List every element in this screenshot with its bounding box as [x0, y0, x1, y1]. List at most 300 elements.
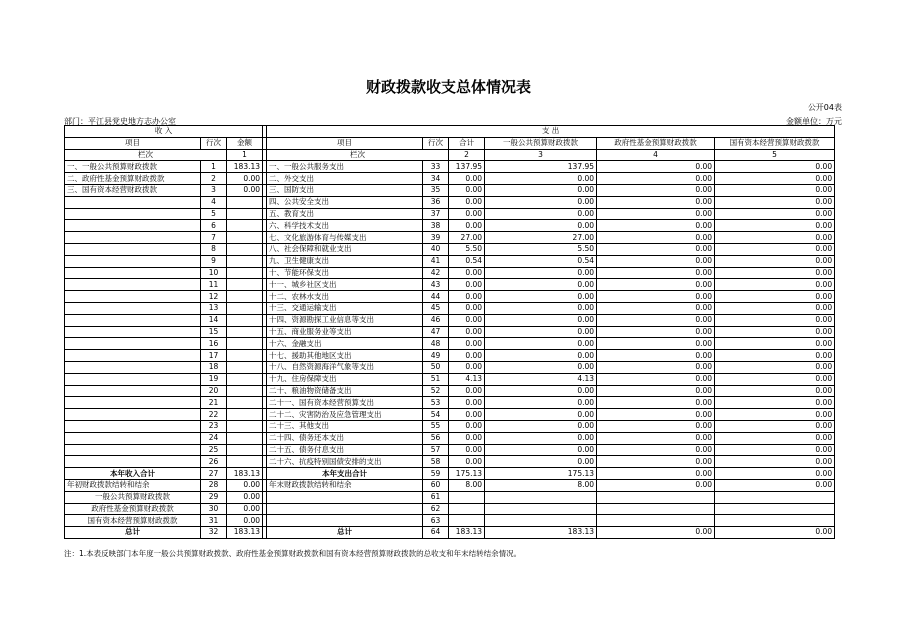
income-item-amount — [227, 208, 263, 220]
expense-total: 175.13 — [449, 468, 485, 480]
table-row — [65, 314, 835, 326]
income-item-amount — [227, 255, 263, 267]
expense-general-cell: 0.00 — [485, 196, 597, 208]
expense-capital-cell: 0.00 — [715, 456, 835, 468]
income-total-amount: 183.13 — [227, 468, 263, 480]
table-row — [65, 326, 835, 338]
grand-total-label: 总计 — [267, 527, 423, 539]
row-number: 63 — [423, 515, 449, 527]
expense-total-cell: 0.00 — [449, 220, 485, 232]
expense-fund-cell: 0.00 — [597, 456, 715, 468]
expense-fund-cell: 0.00 — [597, 420, 715, 432]
expense-total-cell: 0.00 — [449, 350, 485, 362]
expense-general-cell: 0.00 — [485, 220, 597, 232]
expense-total-general: 175.13 — [485, 468, 597, 480]
expense-total-cell: 0.00 — [449, 314, 485, 326]
row-number: 39 — [423, 232, 449, 244]
row-number: 8 — [201, 243, 227, 255]
carry-item-row — [65, 515, 835, 527]
expense-total-cell: 0.00 — [449, 338, 485, 350]
expense-capital-cell: 0.00 — [715, 326, 835, 338]
row-number: 61 — [423, 491, 449, 503]
row-number: 38 — [423, 220, 449, 232]
income-item-name — [65, 385, 201, 397]
col-header: 合计 — [449, 137, 485, 149]
expense-capital-cell: 0.00 — [715, 255, 835, 267]
form-code: 公开04表 — [807, 103, 842, 112]
row-number: 41 — [423, 255, 449, 267]
income-item-amount — [227, 291, 263, 303]
expense-capital-cell: 0.00 — [715, 208, 835, 220]
expense-capital-cell: 0.00 — [715, 232, 835, 244]
table-row — [65, 432, 835, 444]
row-number: 31 — [201, 515, 227, 527]
expense-item-name: 九、卫生健康支出 — [267, 255, 423, 267]
income-item-name — [65, 291, 201, 303]
row-number: 55 — [423, 420, 449, 432]
row-number: 26 — [201, 456, 227, 468]
expense-fund-cell: 0.00 — [597, 385, 715, 397]
expense-item-name: 十五、商业服务业等支出 — [267, 326, 423, 338]
income-item-amount — [227, 232, 263, 244]
col-header: 行次 — [201, 137, 227, 149]
expense-general-cell: 0.00 — [485, 420, 597, 432]
expense-item-name: 八、社会保障和就业支出 — [267, 243, 423, 255]
expense-fund-cell: 0.00 — [597, 338, 715, 350]
row-number: 29 — [201, 491, 227, 503]
col-header: 行次 — [423, 137, 449, 149]
income-item-name — [65, 432, 201, 444]
table-row — [65, 444, 835, 456]
row-number: 18 — [201, 361, 227, 373]
income-item-amount — [227, 361, 263, 373]
table-row — [65, 361, 835, 373]
table-row — [65, 350, 835, 362]
grand-total-capital: 0.00 — [715, 527, 835, 539]
expense-total-cell: 5.50 — [449, 243, 485, 255]
row-number: 46 — [423, 314, 449, 326]
expense-capital-cell: 0.00 — [715, 385, 835, 397]
column-index: 2 — [449, 149, 485, 161]
expense-fund-cell: 0.00 — [597, 161, 715, 173]
expense-total-cell: 0.00 — [449, 196, 485, 208]
expense-general-cell: 0.00 — [485, 385, 597, 397]
row-number: 25 — [201, 444, 227, 456]
row-number: 44 — [423, 291, 449, 303]
expense-general-cell: 0.00 — [485, 279, 597, 291]
expense-capital-cell: 0.00 — [715, 420, 835, 432]
income-item-amount — [227, 220, 263, 232]
expense-fund-cell: 0.00 — [597, 220, 715, 232]
row-number: 40 — [423, 243, 449, 255]
expense-general-cell: 0.00 — [485, 267, 597, 279]
expense-capital-cell: 0.00 — [715, 220, 835, 232]
expense-capital-cell: 0.00 — [715, 373, 835, 385]
expense-capital-cell: 0.00 — [715, 243, 835, 255]
carry-item-label: 一般公共预算财政拨款 — [65, 491, 201, 503]
table-row — [65, 196, 835, 208]
expense-fund-cell: 0.00 — [597, 373, 715, 385]
income-item-name — [65, 255, 201, 267]
expense-total-cell: 0.00 — [449, 326, 485, 338]
income-item-name — [65, 314, 201, 326]
row-number: 37 — [423, 208, 449, 220]
expense-item-name: 七、文化旅游体育与传媒支出 — [267, 232, 423, 244]
col-header: 项目 — [65, 137, 201, 149]
expense-item-name: 三、国防支出 — [267, 184, 423, 196]
income-item-amount — [227, 196, 263, 208]
row-number: 4 — [201, 196, 227, 208]
expense-total-cell: 0.00 — [449, 432, 485, 444]
table-row — [65, 420, 835, 432]
expense-total-cell: 27.00 — [449, 232, 485, 244]
expense-item-name: 十三、交通运输支出 — [267, 302, 423, 314]
income-item-name — [65, 420, 201, 432]
expense-item-name: 二十、粮油物资储备支出 — [267, 385, 423, 397]
expense-general-cell: 0.00 — [485, 302, 597, 314]
income-item-amount: 0.00 — [227, 184, 263, 196]
expense-item-name: 十四、资源勘探工业信息等支出 — [267, 314, 423, 326]
grand-total-expense: 183.13 — [449, 527, 485, 539]
expense-item-name: 二、外交支出 — [267, 173, 423, 185]
row-number: 48 — [423, 338, 449, 350]
row-number: 12 — [201, 291, 227, 303]
carry-out-capital: 0.00 — [715, 479, 835, 491]
row-number: 20 — [201, 385, 227, 397]
expense-item-name: 二十五、债务付息支出 — [267, 444, 423, 456]
expense-general-cell: 0.00 — [485, 397, 597, 409]
income-item-name — [65, 409, 201, 421]
table-row — [65, 232, 835, 244]
income-item-name — [65, 208, 201, 220]
income-item-name — [65, 243, 201, 255]
expense-fund-cell: 0.00 — [597, 267, 715, 279]
row-number: 5 — [201, 208, 227, 220]
table-row — [65, 220, 835, 232]
expense-fund-cell: 0.00 — [597, 432, 715, 444]
expense-general-cell: 0.00 — [485, 326, 597, 338]
expense-general-cell: 0.00 — [485, 291, 597, 303]
expense-general-cell: 137.95 — [485, 161, 597, 173]
table-row — [65, 302, 835, 314]
expense-total-cell: 137.95 — [449, 161, 485, 173]
budget-table — [64, 125, 835, 539]
income-item-amount — [227, 326, 263, 338]
expense-capital-cell: 0.00 — [715, 184, 835, 196]
expense-general-cell: 0.54 — [485, 255, 597, 267]
carry-item-amount: 0.00 — [227, 491, 263, 503]
table-row — [65, 338, 835, 350]
expense-total-cell: 0.00 — [449, 173, 485, 185]
table-row — [65, 208, 835, 220]
income-item-amount — [227, 279, 263, 291]
expense-total-cell: 0.00 — [449, 397, 485, 409]
income-item-amount — [227, 338, 263, 350]
table-row — [65, 255, 835, 267]
expense-fund-cell: 0.00 — [597, 255, 715, 267]
expense-general-cell: 0.00 — [485, 432, 597, 444]
row-number: 53 — [423, 397, 449, 409]
expense-item-name: 二十三、其他支出 — [267, 420, 423, 432]
income-item-amount — [227, 267, 263, 279]
expense-general-cell: 0.00 — [485, 173, 597, 185]
expense-total-cell: 0.00 — [449, 385, 485, 397]
row-number: 45 — [423, 302, 449, 314]
row-number: 51 — [423, 373, 449, 385]
column-index: 3 — [485, 149, 597, 161]
income-item-amount — [227, 409, 263, 421]
income-item-name — [65, 373, 201, 385]
expense-general-cell: 0.00 — [485, 444, 597, 456]
expense-capital-cell: 0.00 — [715, 350, 835, 362]
income-item-name — [65, 196, 201, 208]
income-item-name: 三、国有资本经营财政拨款 — [65, 184, 201, 196]
expense-total-cell: 0.00 — [449, 291, 485, 303]
row-number: 22 — [201, 409, 227, 421]
expense-item-name: 十七、援助其他地区支出 — [267, 350, 423, 362]
col-header: 国有资本经营预算财政拨款 — [715, 137, 835, 149]
income-item-amount — [227, 314, 263, 326]
expense-total-cell: 0.54 — [449, 255, 485, 267]
row-number: 10 — [201, 267, 227, 279]
table-row — [65, 409, 835, 421]
income-item-name — [65, 302, 201, 314]
expense-fund-cell: 0.00 — [597, 314, 715, 326]
row-number: 36 — [423, 196, 449, 208]
expense-capital-cell: 0.00 — [715, 291, 835, 303]
row-number: 19 — [201, 373, 227, 385]
table-row — [65, 456, 835, 468]
column-index: 4 — [597, 149, 715, 161]
expense-capital-cell: 0.00 — [715, 302, 835, 314]
expense-header: 支 出 — [267, 126, 835, 138]
expense-general-cell: 0.00 — [485, 208, 597, 220]
expense-item-name: 二十六、抗疫特别国债安排的支出 — [267, 456, 423, 468]
row-number: 1 — [201, 161, 227, 173]
expense-general-cell: 0.00 — [485, 456, 597, 468]
footnote: 注：1.本表反映部门本年度一般公共预算财政拨款、政府性基金预算财政拨款和国有资本经营预算财政拨款的总收支和年末结转结余情况。 — [64, 549, 522, 558]
row-number: 57 — [423, 444, 449, 456]
expense-item-name: 十八、自然资源海洋气象等支出 — [267, 361, 423, 373]
income-item-name — [65, 350, 201, 362]
income-item-name — [65, 279, 201, 291]
col-header: 一般公共预算财政拨款 — [485, 137, 597, 149]
expense-total-cell: 0.00 — [449, 267, 485, 279]
row-number: 7 — [201, 232, 227, 244]
income-item-amount — [227, 444, 263, 456]
income-item-name — [65, 232, 201, 244]
expense-total-fund: 0.00 — [597, 468, 715, 480]
row-number: 52 — [423, 385, 449, 397]
row-number: 9 — [201, 255, 227, 267]
column-index-label: 栏次 — [267, 149, 449, 161]
table-row — [65, 385, 835, 397]
row-number: 43 — [423, 279, 449, 291]
department-label: 部门：平江县党史地方志办公室 — [64, 117, 176, 126]
expense-fund-cell: 0.00 — [597, 279, 715, 291]
carry-in-label: 年初财政拨款结转和结余 — [65, 479, 201, 491]
carry-item-row — [65, 491, 835, 503]
expense-capital-cell: 0.00 — [715, 361, 835, 373]
col-header: 金额 — [227, 137, 263, 149]
expense-capital-cell: 0.00 — [715, 279, 835, 291]
expense-fund-cell: 0.00 — [597, 173, 715, 185]
row-number: 13 — [201, 302, 227, 314]
total-row — [65, 468, 835, 480]
expense-general-cell: 0.00 — [485, 184, 597, 196]
expense-total-capital: 0.00 — [715, 468, 835, 480]
carry-out-general: 8.00 — [485, 479, 597, 491]
col-header: 项目 — [267, 137, 423, 149]
expense-item-name: 四、公共安全支出 — [267, 196, 423, 208]
expense-total-cell: 0.00 — [449, 444, 485, 456]
expense-total-cell: 0.00 — [449, 420, 485, 432]
section-header-row — [65, 126, 835, 138]
income-item-amount: 183.13 — [227, 161, 263, 173]
row-number: 6 — [201, 220, 227, 232]
row-number: 64 — [423, 527, 449, 539]
income-item-amount — [227, 243, 263, 255]
carry-item-row — [65, 503, 835, 515]
grand-total-income: 183.13 — [227, 527, 263, 539]
column-index: 1 — [227, 149, 263, 161]
row-number: 32 — [201, 527, 227, 539]
expense-fund-cell: 0.00 — [597, 361, 715, 373]
income-item-name — [65, 444, 201, 456]
column-index: 5 — [715, 149, 835, 161]
expense-fund-cell: 0.00 — [597, 350, 715, 362]
expense-capital-cell: 0.00 — [715, 338, 835, 350]
income-item-name — [65, 361, 201, 373]
expense-total-cell: 0.00 — [449, 184, 485, 196]
expense-capital-cell: 0.00 — [715, 267, 835, 279]
expense-item-name: 十、节能环保支出 — [267, 267, 423, 279]
income-item-amount — [227, 420, 263, 432]
row-number: 3 — [201, 184, 227, 196]
row-number: 58 — [423, 456, 449, 468]
carry-out-label: 年末财政拨款结转和结余 — [267, 479, 423, 491]
expense-capital-cell: 0.00 — [715, 432, 835, 444]
expense-item-name: 十六、金融支出 — [267, 338, 423, 350]
expense-fund-cell: 0.00 — [597, 243, 715, 255]
column-index-row — [65, 149, 835, 161]
col-header: 政府性基金预算财政拨款 — [597, 137, 715, 149]
expense-item-name: 十一、城乡社区支出 — [267, 279, 423, 291]
expense-general-cell: 0.00 — [485, 361, 597, 373]
carry-out-total: 8.00 — [449, 479, 485, 491]
column-index-label: 栏次 — [65, 149, 227, 161]
expense-fund-cell: 0.00 — [597, 208, 715, 220]
page-title: 财政拨款收支总体情况表 — [365, 78, 531, 96]
expense-total-cell: 0.00 — [449, 279, 485, 291]
expense-total-cell: 0.00 — [449, 208, 485, 220]
expense-capital-cell: 0.00 — [715, 444, 835, 456]
expense-capital-cell: 0.00 — [715, 161, 835, 173]
expense-general-cell: 5.50 — [485, 243, 597, 255]
row-number: 17 — [201, 350, 227, 362]
row-number: 27 — [201, 468, 227, 480]
carry-item-label: 政府性基金预算财政拨款 — [65, 503, 201, 515]
expense-fund-cell: 0.00 — [597, 196, 715, 208]
row-number: 11 — [201, 279, 227, 291]
expense-general-cell: 0.00 — [485, 314, 597, 326]
row-number: 21 — [201, 397, 227, 409]
expense-general-cell: 27.00 — [485, 232, 597, 244]
table-row — [65, 161, 835, 173]
carry-item-amount: 0.00 — [227, 503, 263, 515]
expense-capital-cell: 0.00 — [715, 173, 835, 185]
expense-total-cell: 0.00 — [449, 302, 485, 314]
income-item-amount — [227, 385, 263, 397]
income-item-amount — [227, 432, 263, 444]
row-number: 50 — [423, 361, 449, 373]
row-number: 47 — [423, 326, 449, 338]
row-number: 30 — [201, 503, 227, 515]
income-item-name — [65, 326, 201, 338]
expense-general-cell: 0.00 — [485, 350, 597, 362]
expense-fund-cell: 0.00 — [597, 184, 715, 196]
income-item-name — [65, 397, 201, 409]
grand-total-general: 183.13 — [485, 527, 597, 539]
expense-fund-cell: 0.00 — [597, 302, 715, 314]
grand-total-fund: 0.00 — [597, 527, 715, 539]
row-number: 35 — [423, 184, 449, 196]
expense-fund-cell: 0.00 — [597, 291, 715, 303]
table-row — [65, 243, 835, 255]
income-item-name — [65, 220, 201, 232]
income-header: 收 入 — [65, 126, 263, 138]
carry-row — [65, 479, 835, 491]
row-number: 49 — [423, 350, 449, 362]
income-item-name: 一、一般公共预算财政拨款 — [65, 161, 201, 173]
table-row — [65, 291, 835, 303]
row-number: 28 — [201, 479, 227, 491]
table-row — [65, 279, 835, 291]
expense-item-name: 二十二、灾害防治及应急管理支出 — [267, 409, 423, 421]
row-number: 59 — [423, 468, 449, 480]
expense-fund-cell: 0.00 — [597, 409, 715, 421]
row-number: 16 — [201, 338, 227, 350]
expense-item-name: 一、一般公共服务支出 — [267, 161, 423, 173]
income-item-amount — [227, 456, 263, 468]
expense-general-cell: 0.00 — [485, 338, 597, 350]
expense-item-name: 五、教育支出 — [267, 208, 423, 220]
expense-item-name: 二十一、国有资本经营预算支出 — [267, 397, 423, 409]
expense-capital-cell: 0.00 — [715, 397, 835, 409]
row-number: 54 — [423, 409, 449, 421]
expense-capital-cell: 0.00 — [715, 409, 835, 421]
expense-item-name: 十二、农林水支出 — [267, 291, 423, 303]
expense-item-name: 十九、住房保障支出 — [267, 373, 423, 385]
row-number: 42 — [423, 267, 449, 279]
expense-total-cell: 0.00 — [449, 456, 485, 468]
unit-label: 金额单位：万元 — [786, 117, 842, 126]
row-number: 14 — [201, 314, 227, 326]
income-item-name: 二、政府性基金预算财政拨款 — [65, 173, 201, 185]
table-row — [65, 267, 835, 279]
expense-total-cell: 0.00 — [449, 361, 485, 373]
table-row — [65, 173, 835, 185]
income-item-amount — [227, 302, 263, 314]
expense-fund-cell: 0.00 — [597, 444, 715, 456]
income-item-amount — [227, 373, 263, 385]
carry-item-label: 国有资本经营预算财政拨款 — [65, 515, 201, 527]
expense-capital-cell: 0.00 — [715, 196, 835, 208]
row-number: 24 — [201, 432, 227, 444]
expense-fund-cell: 0.00 — [597, 326, 715, 338]
row-number: 33 — [423, 161, 449, 173]
expense-general-cell: 4.13 — [485, 373, 597, 385]
